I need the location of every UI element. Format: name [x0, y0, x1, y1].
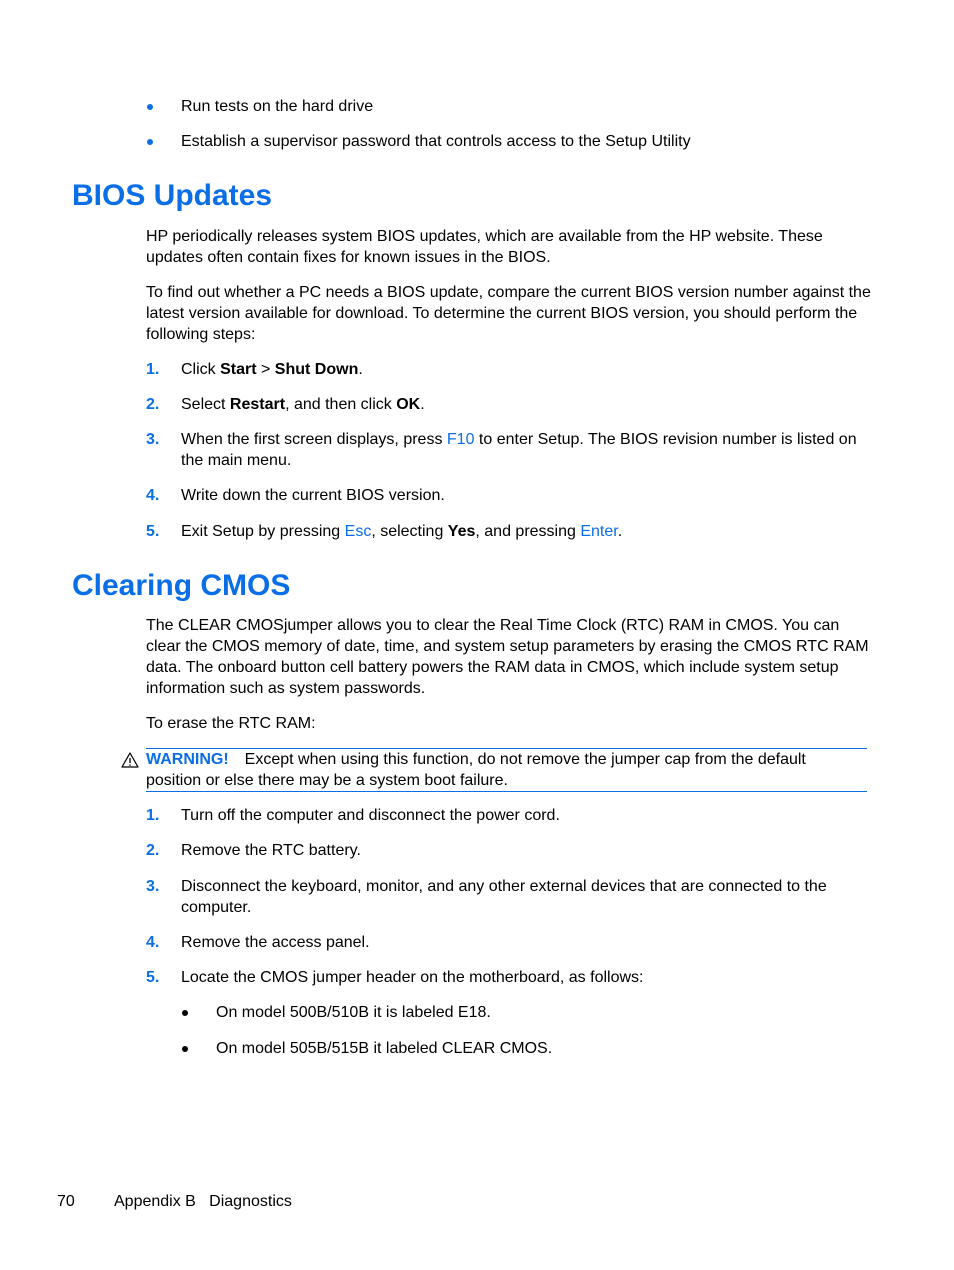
bullet-icon — [182, 1010, 188, 1016]
step-text: Exit Setup by pressing Esc, selecting Yes, and pressing Enter. — [181, 523, 623, 540]
section-heading-bios-updates: BIOS Updates — [72, 179, 273, 212]
step-text: Select Restart, and then click OK. — [181, 396, 425, 413]
warning-triangle-icon — [121, 752, 139, 768]
step-text: Remove the access panel. — [181, 934, 370, 951]
step-number: 2. — [146, 396, 160, 413]
page-number: 70 — [57, 1193, 75, 1210]
step-text: Click Start > Shut Down. — [181, 361, 363, 378]
paragraph: The CLEAR CMOSjumper allows you to clear the Real Time Clock (RTC) RAM in CMOS. You can clear the CMOS memory of date, time, and system setup parameters by erasing the CMOS RTC RAM data. The onboard button cell battery powers the RAM data in CMOS, which include system setup information such as system passwords. — [146, 617, 869, 697]
step-number: 5. — [146, 969, 160, 986]
step-number: 3. — [146, 431, 160, 448]
warning-bottom-rule — [146, 791, 867, 792]
step-text: Remove the RTC battery. — [181, 842, 361, 859]
list-item: Run tests on the hard drive — [181, 98, 374, 115]
list-item: Establish a supervisor password that controls access to the Setup Utility — [181, 133, 691, 150]
step-number: 4. — [146, 934, 160, 951]
paragraph: HP periodically releases system BIOS updates, which are available from the HP website. These updates often contain fixes for known issues in the BIOS. — [146, 228, 823, 266]
step-number: 1. — [146, 361, 160, 378]
key-name-f10: F10 — [446, 431, 475, 448]
bullet-icon — [147, 139, 153, 145]
warning-label: WARNING! — [146, 751, 229, 768]
step-text: Turn off the computer and disconnect the power cord. — [181, 807, 560, 824]
step-text: Write down the current BIOS version. — [181, 487, 445, 504]
paragraph: To erase the RTC RAM: — [146, 715, 316, 732]
key-name-enter: Enter — [580, 523, 618, 540]
bullet-icon — [182, 1046, 188, 1052]
bullet-icon — [147, 104, 153, 110]
step-number: 1. — [146, 807, 160, 824]
list-item: On model 500B/510B it is labeled E18. — [216, 1004, 491, 1021]
step-text: Disconnect the keyboard, monitor, and any other external devices that are connected to the computer. — [181, 878, 827, 916]
section-heading-clearing-cmos: Clearing CMOS — [72, 569, 291, 602]
step-number: 4. — [146, 487, 160, 504]
step-number: 5. — [146, 523, 160, 540]
step-text: When the first screen displays, press F10 to enter Setup. The BIOS revision number is listed on the main menu. — [181, 431, 857, 469]
list-item: On model 505B/515B it labeled CLEAR CMOS. — [216, 1040, 553, 1057]
footer-section: Appendix B Diagnostics — [114, 1193, 292, 1210]
key-name-esc: Esc — [344, 523, 372, 540]
step-text: Locate the CMOS jumper header on the motherboard, as follows: — [181, 969, 644, 986]
warning-text: WARNING! Except when using this function, do not remove the jumper cap from the default position or else there may be a system boot failure. — [146, 751, 806, 789]
paragraph: To find out whether a PC needs a BIOS update, compare the current BIOS version number against the latest version available for download. To determine the current BIOS version, you should perform the following steps: — [146, 284, 871, 343]
step-number: 3. — [146, 878, 160, 895]
step-number: 2. — [146, 842, 160, 859]
